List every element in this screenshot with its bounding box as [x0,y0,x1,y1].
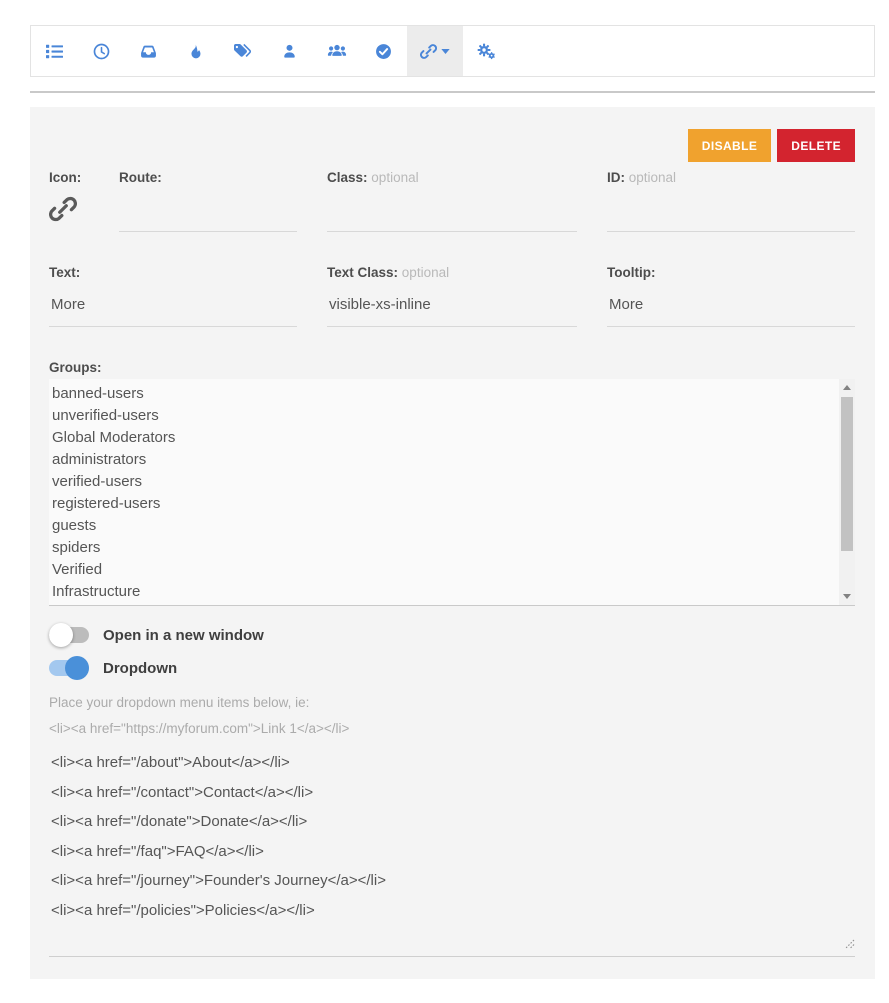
group-option[interactable]: Global Moderators [52,429,176,446]
groups-multiselect[interactable] [49,379,855,606]
class-optional-hint: optional [371,170,419,185]
route-field-label: Route: [119,170,162,185]
link-icon [49,210,77,227]
dropdown-hint-line1: Place your dropdown menu items below, ie: [49,695,310,710]
group-option[interactable]: registered-users [52,495,161,512]
id-field-label: ID: optional [607,170,677,185]
scrollbar-down-arrow-icon[interactable] [843,594,851,599]
scrollbar-up-arrow-icon[interactable] [843,385,851,390]
action-buttons [49,129,855,162]
users-icon [327,43,347,59]
icon-field-label: Icon: [49,170,82,185]
toolbar-item-popular[interactable] [172,26,219,76]
text-class-field-label: Text Class: optional [327,265,450,280]
class-field-label: Class: optional [327,170,419,185]
toolbar-item-user[interactable] [266,26,313,76]
groups-field-label: Groups: [49,360,102,375]
toggle-knob [49,623,73,647]
check-circle-icon [375,43,392,60]
clock-icon [93,43,110,60]
text-input[interactable] [49,283,297,327]
toolbar-item-check[interactable] [360,26,407,76]
delete-button[interactable]: DELETE [777,129,855,162]
toolbar-item-cogs[interactable] [463,26,510,76]
dropdown-label: Dropdown [103,659,178,677]
user-icon [282,43,297,59]
toolbar-item-recent[interactable] [78,26,125,76]
cogs-icon [477,43,496,60]
id-optional-hint: optional [628,170,677,185]
open-new-window-label: Open in a new window [103,626,264,644]
text-field-label: Text: [49,265,81,280]
list-icon [46,43,63,60]
nav-item-editor-panel [30,107,875,979]
id-input[interactable] [607,188,855,232]
inbox-icon [140,43,157,60]
fire-icon [188,43,203,60]
section-divider [30,91,875,93]
group-option[interactable]: guests [52,517,97,534]
toolbar-item-link-active[interactable] [407,26,463,76]
group-option-partial [53,605,79,606]
open-new-window-toggle[interactable] [49,623,89,647]
toolbar-item-groups[interactable] [313,26,360,76]
dropdown-hint-line2: <li><a href="https://myforum.com">Link 1</a></li> [49,721,350,736]
tooltip-input[interactable] [607,283,855,327]
toolbar-item-unread[interactable] [125,26,172,76]
toolbar-item-tags[interactable] [219,26,266,76]
disable-button[interactable]: DISABLE [688,129,771,162]
dropdown-hint [49,690,855,742]
group-option[interactable]: Verified [52,561,103,578]
toggle-knob [65,656,89,680]
tooltip-field-label: Tooltip: [607,265,656,280]
group-option[interactable]: administrators [52,451,147,468]
text-class-input[interactable] [327,283,577,327]
toolbar-item-list[interactable] [31,26,78,76]
group-option[interactable]: verified-users [52,473,143,490]
scrollbar-thumb[interactable] [841,397,853,551]
dropdown-toggle[interactable] [49,656,89,680]
nav-items-toolbar [30,25,875,77]
groups-scrollbar[interactable] [839,379,855,605]
dropdown-content-textarea[interactable] [49,742,855,957]
group-option[interactable]: banned-users [52,385,144,402]
link-icon [420,43,437,60]
text-class-optional-hint: optional [401,265,450,280]
route-input[interactable] [119,188,297,232]
group-option[interactable]: Infrastructure [52,583,141,600]
group-option[interactable]: spiders [52,539,101,556]
icon-picker[interactable] [49,195,79,228]
caret-down-icon [441,49,450,54]
class-input[interactable] [327,188,577,232]
tags-icon [233,43,252,59]
group-option[interactable]: unverified-users [52,407,159,424]
